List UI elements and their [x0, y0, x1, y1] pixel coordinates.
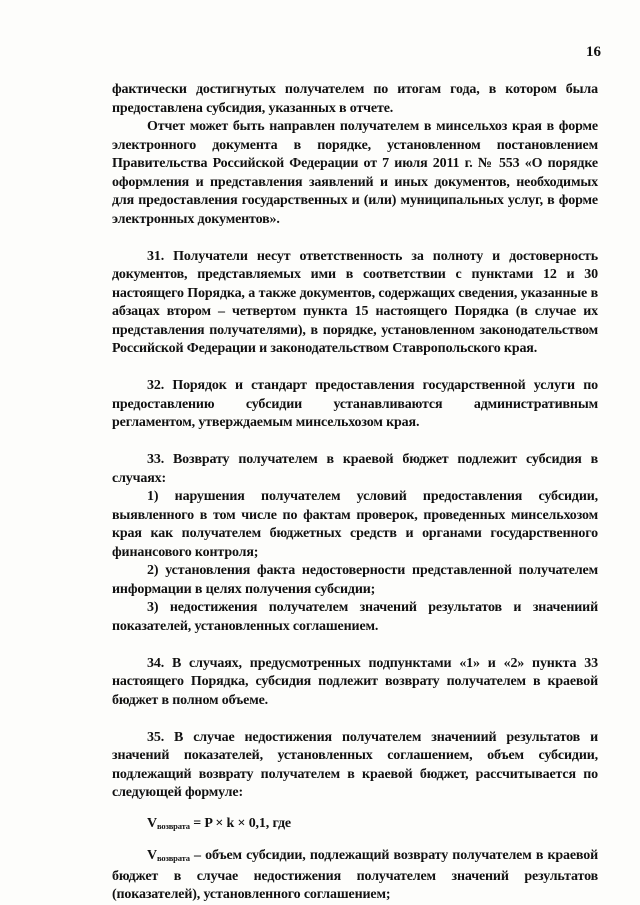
paragraph-33-item-1: 1) нарушения получателем условий предоставления субсидии, выявленного в том числе по фактам проверок, проведенных минсельхозом края как получателем бюджетных средств и органами государственного финансового контроля;: [112, 489, 598, 560]
definition-symbol: V: [147, 848, 157, 863]
document-body: [112, 81, 598, 905]
definition-text: – объем субсидии, подлежащий возврату получателем в краевой бюджет в случае недостижения получателем значений результатов (показателей), установленного соглашением;: [112, 848, 598, 902]
paragraph-33: 33. Возврату получателем в краевой бюджет подлежит субсидия в случаях:: [112, 452, 598, 486]
paragraph-34: 34. В случаях, предусмотренных подпунктами «1» и «2» пункта 33 настоящего Порядка, субсидия подлежит возврату получателем в краевой бюджет в полном объеме.: [112, 655, 598, 708]
paragraph-33-item-2: 2) установления факта недостоверности представленной получателем информации в целях получения субсидии;: [112, 563, 598, 597]
paragraph-continuation: фактически достигнутых получателем по итогам года, в котором была предоставлена субсидия, указанных в отчете.: [112, 82, 598, 116]
paragraph-31: 31. Получатели несут ответственность за полноту и достоверность документов, представляемых ими в соответствии с пунктами 12 и 30 настоящего Порядка, а также документов, содержащих сведения, указанные в абзацах втором – четвертом пункта 15 настоящего Порядка (в случае их представления получателями), в порядке, установленном законодательством Российской Федерации и законодательством Ставропольского края.: [112, 248, 598, 356]
paragraph-33-item-3: 3) недостижения получателем значений результатов и значениий показателей, установленных соглашением.: [112, 600, 598, 634]
formula-expression: = P × k × 0,1, где: [189, 815, 291, 831]
paragraph-report-submission: Отчет может быть направлен получателем в минсельхоз края в форме электронного документа в порядке, установленном постановлением Правительства Российской Федерации от 7 июля 2011 г. № 553 «О порядке оформления и представления заявлений и иных документов, необходимых для предоставления государственных и (или) муниципальных услуг, в форме электронных документов».: [112, 119, 598, 227]
definition-subscript: возврата: [156, 853, 190, 863]
page-number: 16: [586, 44, 601, 60]
formula-definition: [112, 847, 598, 905]
formula: [112, 815, 598, 836]
formula-subscript: возврата: [156, 820, 190, 831]
paragraph-32: 32. Порядок и стандарт предоставления государственной услуги по предоставлению субсидии устанавливаются административным регламентом, утверждаемым минсельхозом края.: [112, 378, 598, 430]
paragraph-35: 35. В случае недостижения получателем значениий результатов и значений показателей, установленных соглашением, объем субсидии, подлежащий возврату получателем в краевой бюджет, рассчитывается по следующей формуле:: [112, 729, 598, 800]
formula-symbol: V: [147, 815, 157, 831]
